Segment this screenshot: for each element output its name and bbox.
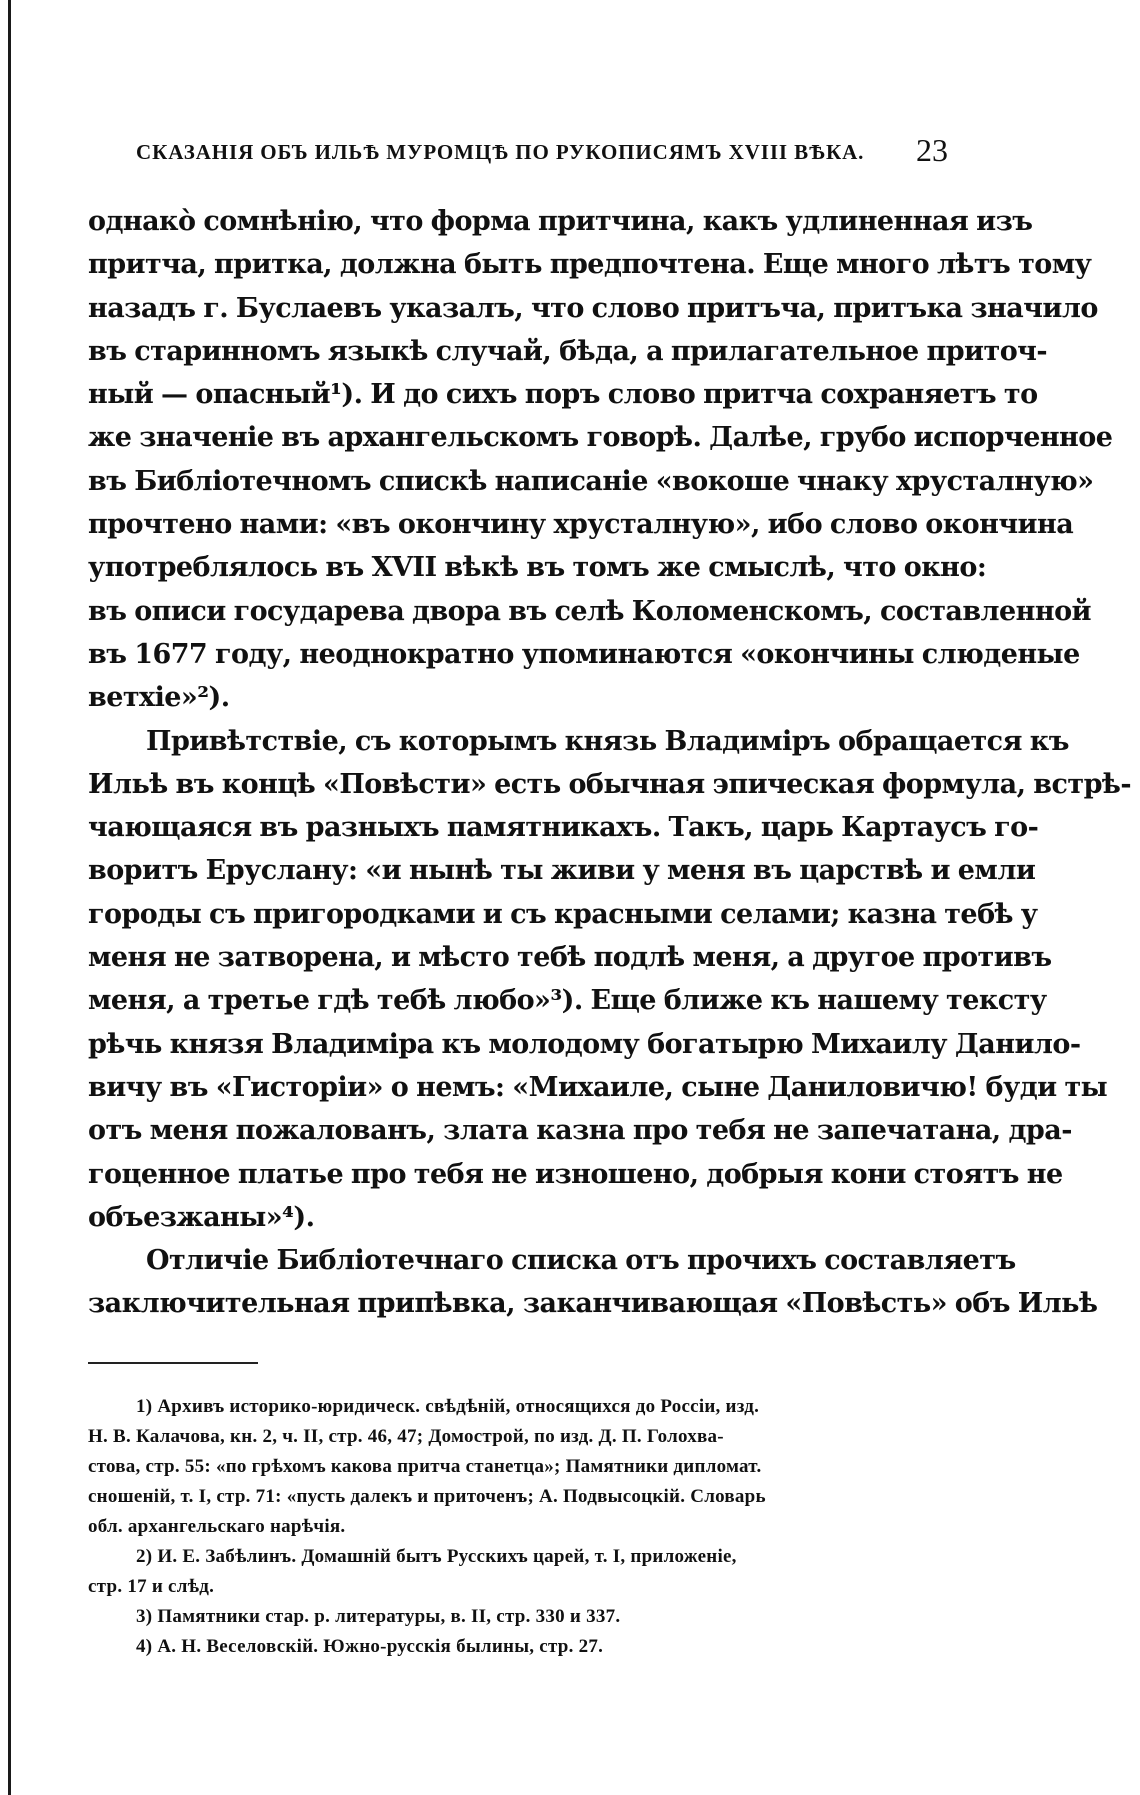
body-line: воритъ Еруслану: «и нынѣ ты живи у меня въ царствѣ и емли xyxy=(88,855,1036,887)
body-line: однакò сомнѣнію, что форма притчина, какъ удлиненная изъ xyxy=(88,206,1033,237)
footnote-line: сношеній, т. I, стр. 71: «пусть далекъ и приточенъ; А. Подвысоцкій. Словарь xyxy=(88,1485,766,1507)
footnote-line: обл. архангельскаго нарѣчія. xyxy=(88,1515,346,1537)
scan-edge-border xyxy=(8,0,11,1795)
body-line: употреблялось въ XVII вѣкѣ въ томъ же смыслѣ, что окно: xyxy=(88,552,987,584)
body-text xyxy=(88,200,1132,1326)
body-line: въ описи государева двора въ селѣ Коломенскомъ, составленной xyxy=(88,595,1092,627)
running-head xyxy=(88,126,953,180)
body-line: заключительная припѣвка, заканчивающая «Повѣсть» объ Ильѣ xyxy=(88,1288,1098,1320)
footnote-line: стр. 17 и слѣд. xyxy=(88,1575,215,1597)
footnote-line: Н. В. Калачова, кн. 2, ч. II, стр. 46, 47; Домострой, по изд. Д. П. Голохва- xyxy=(88,1425,724,1447)
body-line: вичу въ «Гисторіи» о немъ: «Михаиле, сыне Даниловичю! буди ты xyxy=(88,1071,1108,1103)
body-line: городы съ пригородками и съ красными селами; казна тебѣ у xyxy=(88,898,1038,930)
book-page xyxy=(88,126,1132,1662)
body-line: же значеніе въ архангельскомъ говорѣ. Далѣе, грубо испорченное xyxy=(88,422,1113,454)
body-line: объезжаны»⁴). xyxy=(88,1201,315,1233)
body-line: меня не затворена, и мѣсто тебѣ подлѣ меня, а другое противъ xyxy=(88,942,1052,974)
page-number: 23 xyxy=(916,132,948,168)
body-line: Ильѣ въ концѣ «Повѣсти» есть обычная эпическая формула, встрѣ- xyxy=(88,768,1132,800)
body-line: меня, а третье гдѣ тебѣ любо»³). Еще ближе къ нашему тексту xyxy=(88,985,1047,1017)
body-line: въ старинномъ языкѣ случай, бѣда, а прилагательное приточ- xyxy=(88,335,1048,367)
body-line: ветхіе»²). xyxy=(88,682,230,714)
footnote-line: 3) Памятники стар. р. литературы, в. II, стр. 330 и 337. xyxy=(136,1605,621,1627)
body-line: притча, притка, должна быть предпочтена. Еще много лѣтъ тому xyxy=(88,249,1092,281)
footnote-line: 1) Архивъ историко-юридическ. свѣдѣній, относящихся до Россіи, изд. xyxy=(136,1395,760,1417)
body-line: въ Библіотечномъ спискѣ написаніе «вокоше чнаку хрусталную» xyxy=(88,465,1094,497)
footnote-line: 4) А. Н. Веселовскій. Южно-русскія былины, стр. 27. xyxy=(136,1635,604,1657)
body-line: рѣчь князя Владиміра къ молодому богатырю Михаилу Данило- xyxy=(88,1028,1081,1060)
footnote-line: стова, стр. 55: «по грѣхомъ какова притча станетца»; Памятники дипломат. xyxy=(88,1455,762,1477)
body-line: ный — опасный¹). И до сихъ поръ слово притча сохраняетъ то xyxy=(88,379,1038,411)
body-line: прочтено нами: «въ окончину хрусталную», ибо слово окончина xyxy=(88,509,1074,541)
body-line: отъ меня пожалованъ, злата казна про тебя не запечатана, дра- xyxy=(88,1115,1072,1147)
paragraph-start-line: Привѣтствіе, съ которымъ князь Владиміръ обращается къ xyxy=(146,725,1069,757)
body-line: въ 1677 году, неоднократно упоминаются «окончины слюденые xyxy=(88,638,1080,670)
running-title: СКАЗАНІЯ ОБЪ ИЛЬѢ МУРОМЦѢ ПО РУКОПИСЯМЪ XVIII ВѢКА. xyxy=(136,140,865,164)
footnote-separator-rule xyxy=(88,1362,258,1364)
paragraph-start-line: Отличіе Библіотечнаго списка отъ прочихъ составляетъ xyxy=(146,1245,1016,1277)
body-line: назадъ г. Буслаевъ указалъ, что слово притъча, притъка значило xyxy=(88,292,1098,324)
body-line: гоценное платье про тебя не изношено, добрыя кони стоятъ не xyxy=(88,1158,1063,1190)
footnote-line: 2) И. Е. Забѣлинъ. Домашній бытъ Русскихъ царей, т. I, приложеніе, xyxy=(136,1545,737,1567)
body-line: чающаяся въ разныхъ памятникахъ. Такъ, царь Картаусъ го- xyxy=(88,812,1039,844)
footnotes xyxy=(88,1392,953,1662)
